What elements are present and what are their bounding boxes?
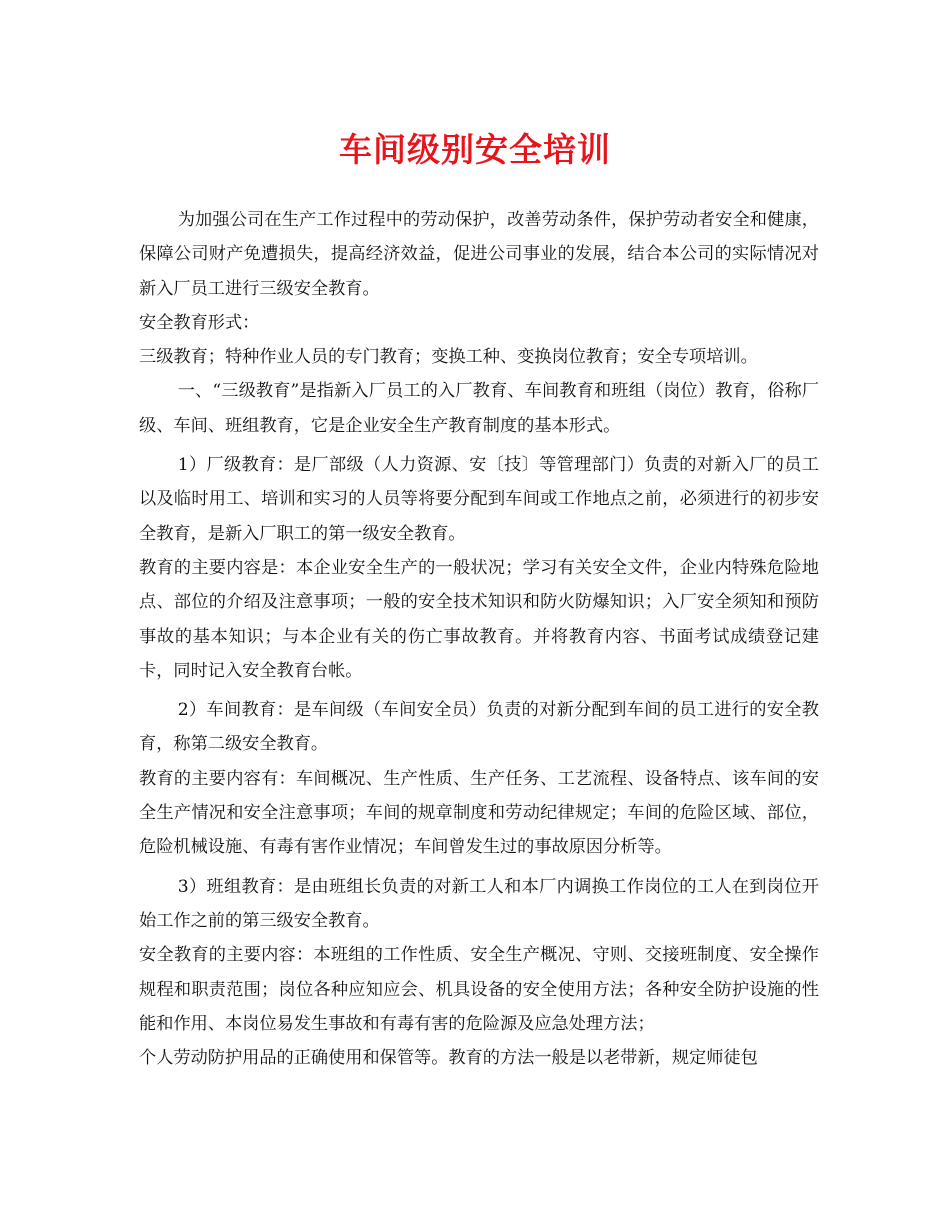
- paragraph-team-level-content: 安全教育的主要内容：本班组的工作性质、安全生产概况、守则、交接班制度、安全操作规程和职责范围；岗位各种应知应会、机具设备的安全使用方法；各种安全防护设施的性能和作用、本岗位易发生事故和有毒有害的危险源及应急处理方法；: [139, 945, 819, 1034]
- paragraph-workshop-level: 2）车间教育：是车间级（车间安全员）负责的对新分配到车间的员工进行的安全教育，称第二级安全教育。: [139, 700, 819, 755]
- paragraph-factory-level-content: 教育的主要内容是：本企业安全生产的一般状况；学习有关安全文件，企业内特殊危险地点、部位的介绍及注意事项；一般的安全技术知识和防火防爆知识；入厂安全须知和预防事故的基本知识；与本企业有关的伤亡事故教育。并将教育内容、书面考试成绩登记建卡，同时记入安全教育台帐。: [139, 557, 819, 681]
- paragraph-intro: 为加强公司在生产工作过程中的劳动保护，改善劳动条件，保护劳动者安全和健康，保障公司财产免遭损失，提高经济效益，促进公司事业的发展，结合本公司的实际情况对新入厂员工进行三级安全教育。: [139, 210, 819, 299]
- paragraph-three-level-definition: 一、“三级教育”是指新入厂员工的入厂教育、车间教育和班组（岗位）教育，俗称厂级、车间、班组教育，它是企业安全生产教育制度的基本形式。: [139, 381, 819, 436]
- paragraph-team-level: 3）班组教育：是由班组长负责的对新工人和本厂内调换工作岗位的工人在到岗位开始工作之前的第三级安全教育。: [139, 876, 819, 931]
- paragraph-factory-level: 1）厂级教育：是厂部级（人力资源、安〔技〕等管理部门）负责的对新入厂的员工以及临时用工、培训和实习的人员等将要分配到车间或工作地点之前，必须进行的初步安全教育，是新入厂职工的第一级安全教育。: [139, 455, 819, 544]
- paragraph-education-forms-heading: 安全教育形式：: [139, 312, 260, 333]
- paragraph-education-forms-list: 三级教育；特种作业人员的专门教育；变换工种、变换岗位教育；安全专项培训。: [139, 347, 758, 368]
- paragraph-team-level-methods: 个人劳动防护用品的正确使用和保管等。教育的方法一般是以老带新，规定师徒包: [139, 1048, 758, 1069]
- document-body: [139, 203, 819, 1075]
- paragraph-workshop-level-content: 教育的主要内容有：车间概况、生产性质、生产任务、工艺流程、设备特点、该车间的安全生产情况和安全注意事项；车间的规章制度和劳动纪律规定；车间的危险区域、部位，危险机械设施、有毒有害作业情况；车间曾发生过的事故原因分析等。: [139, 768, 819, 858]
- document-title: 车间级别安全培训: [339, 130, 611, 169]
